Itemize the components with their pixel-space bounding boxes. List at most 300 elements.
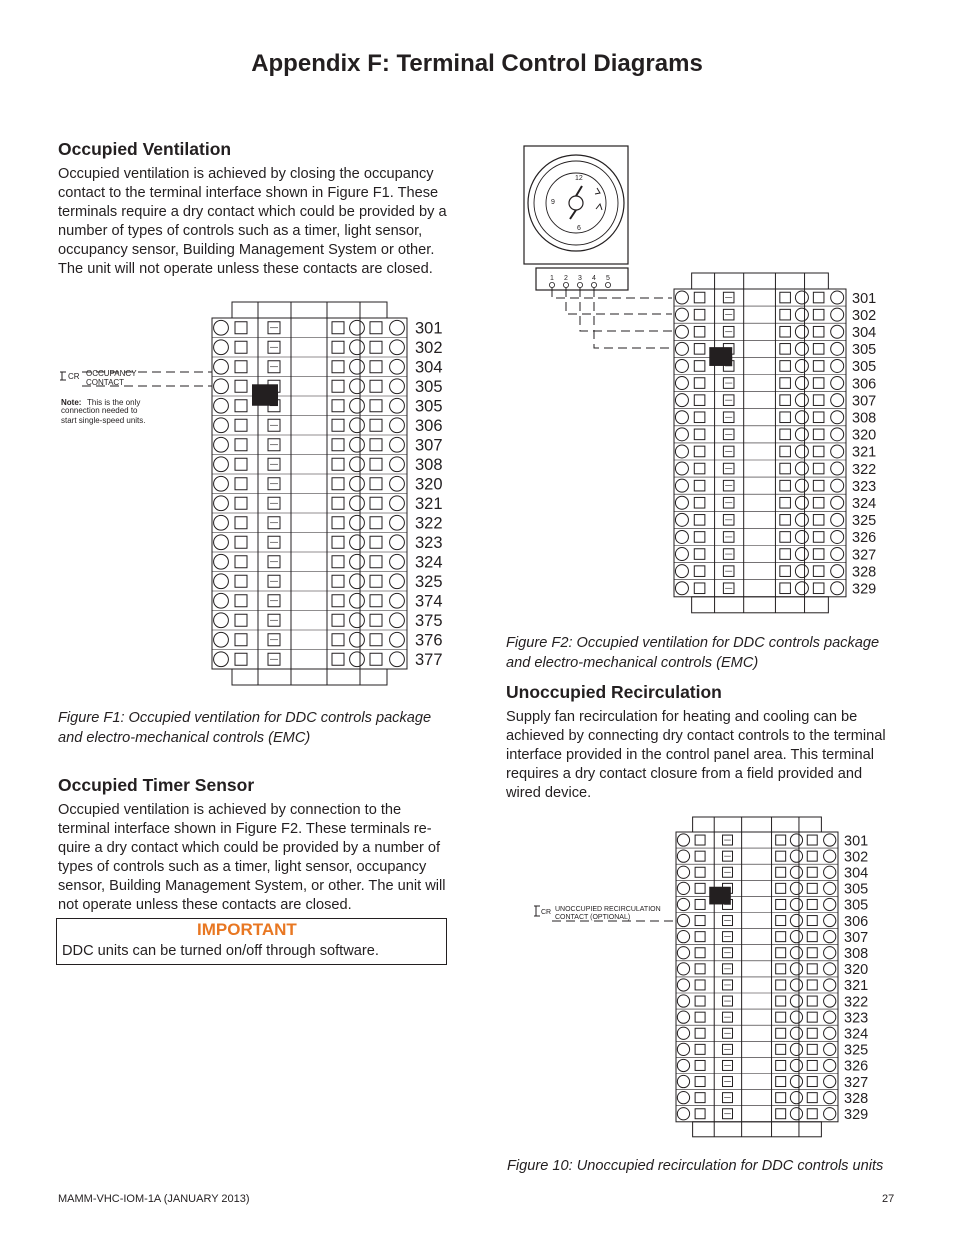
screw-terminal-outer	[824, 931, 836, 943]
timer-wiring	[552, 288, 672, 348]
wire-clamp-right-outer	[370, 341, 382, 353]
screw-terminal-outer	[824, 850, 836, 862]
wire-clamp-right	[776, 932, 786, 942]
timer-terminal-screw	[577, 282, 582, 287]
screw-terminal-left	[677, 979, 689, 991]
terminal-number-label: 325	[415, 573, 443, 592]
screw-terminal-right	[350, 359, 365, 374]
screw-terminal-left	[677, 1092, 689, 1104]
terminal-number-label: 323	[844, 1010, 869, 1027]
timer-terminal-label: 3	[578, 275, 582, 282]
terminal-number-label: 327	[844, 1074, 869, 1091]
screw-terminal-left	[214, 398, 229, 413]
screw-terminal-right	[790, 1092, 802, 1104]
wire-clamp-left	[695, 996, 705, 1006]
screw-terminal-left	[677, 1043, 689, 1055]
screw-terminal-left	[675, 428, 688, 441]
screw-terminal-left	[214, 476, 229, 491]
terminal-number-label: 377	[415, 651, 443, 670]
wire-clamp-left	[235, 419, 247, 431]
screw-terminal-outer	[831, 445, 844, 458]
screw-terminal-right	[350, 554, 365, 569]
timer-terminal-label: 2	[564, 275, 568, 282]
wire-clamp-right	[776, 1028, 786, 1038]
screw-terminal-right	[795, 377, 808, 390]
wire-clamp-right-outer	[370, 634, 382, 646]
screw-terminal-left	[677, 1027, 689, 1039]
terminal-number-label: 325	[844, 1042, 869, 1059]
screw-terminal-right	[795, 530, 808, 543]
diagram1-note-line2: connection needed to	[61, 406, 138, 415]
screw-terminal-left	[214, 593, 229, 608]
wire-clamp-right	[776, 867, 786, 877]
screw-terminal-right	[795, 359, 808, 372]
terminal-row	[676, 864, 868, 881]
wire-clamp-right	[332, 536, 344, 548]
screw-terminal-outer	[390, 476, 405, 491]
screw-terminal-right	[790, 898, 802, 910]
wire-clamp-right	[332, 400, 344, 412]
unoccupied-contact-cr: CR	[541, 909, 552, 916]
wire-clamp-right	[332, 575, 344, 587]
wire-clamp-right	[332, 322, 344, 334]
screw-terminal-right	[795, 428, 808, 441]
screw-terminal-left	[677, 882, 689, 894]
screw-terminal-outer	[824, 963, 836, 975]
screw-terminal-outer	[824, 1043, 836, 1055]
terminal-row	[676, 1106, 868, 1123]
terminal-row	[676, 961, 868, 978]
wire-clamp-left	[235, 634, 247, 646]
screw-terminal-left	[677, 834, 689, 846]
wire-clamp-right-outer	[370, 361, 382, 373]
occupancy-contact-cr: CR	[68, 372, 80, 381]
screw-terminal-right	[790, 866, 802, 878]
wire-clamp-right	[780, 480, 791, 491]
screw-terminal-outer	[390, 496, 405, 511]
terminal-row	[676, 1009, 868, 1026]
wire-clamp-left	[235, 614, 247, 626]
wire-clamp-right	[776, 1012, 786, 1022]
screw-terminal-outer	[831, 394, 844, 407]
wire-clamp-left	[694, 446, 705, 457]
wire-clamp-right-outer	[813, 446, 824, 457]
wire-clamp-left	[694, 566, 705, 577]
screw-terminal-left	[675, 513, 688, 526]
screw-terminal-left	[677, 1011, 689, 1023]
screw-terminal-outer	[390, 320, 405, 335]
screw-terminal-left	[675, 359, 688, 372]
terminal-number-label: 329	[852, 581, 877, 598]
unoccupied-recirculation-paragraph: Supply fan recirculation for heating and cooling can be achieved by connecting dry contact controls to the terminal interface provided in the control panel area. This terminal requires a dry contact closure from a field provided and wired device.	[506, 709, 886, 801]
occupied-timer-sensor-paragraph: Occupied ventilation is achieved by connection to the terminal interface shown in Figure F2. These terminals re-quire a dry contact which could be provided by a number of types of controls such as a timer, light sensor, occupancy sensor, Building Management System, or other. The unit will not operate unless these contacts are closed.	[58, 802, 446, 913]
jumper-bar	[709, 887, 731, 905]
wire-clamp-right-outer	[807, 980, 817, 990]
wire-clamp-left	[235, 458, 247, 470]
terminal-number-label: 375	[415, 612, 443, 631]
terminal-number-label: 325	[852, 513, 877, 530]
wire-clamp-right	[776, 1109, 786, 1119]
screw-terminal-outer	[824, 914, 836, 926]
wire-clamp-right	[776, 948, 786, 958]
screw-terminal-outer	[831, 513, 844, 526]
screw-terminal-left	[677, 1075, 689, 1087]
screw-terminal-right	[350, 632, 365, 647]
screw-terminal-right	[795, 548, 808, 561]
screw-terminal-right	[350, 613, 365, 628]
screw-terminal-right	[790, 931, 802, 943]
screw-terminal-left	[675, 394, 688, 407]
screw-terminal-left	[214, 320, 229, 335]
screw-terminal-right	[350, 398, 365, 413]
screw-terminal-outer	[824, 979, 836, 991]
terminal-number-label: 328	[852, 564, 877, 581]
screw-terminal-left	[214, 515, 229, 530]
screw-terminal-right	[350, 652, 365, 667]
screw-terminal-left	[214, 535, 229, 550]
wire-clamp-right-outer	[807, 1044, 817, 1054]
terminal-diagram-10	[676, 817, 868, 1137]
terminal-number-label: 301	[852, 290, 877, 307]
wire-clamp-right	[780, 446, 791, 457]
wire-clamp-right-outer	[370, 614, 382, 626]
wire-clamp-left	[694, 532, 705, 543]
screw-terminal-left	[675, 548, 688, 561]
wire-clamp-right-outer	[370, 458, 382, 470]
terminal-number-label: 326	[844, 1058, 869, 1075]
screw-terminal-left	[677, 1059, 689, 1071]
page-number: 27	[882, 1193, 895, 1205]
wire-clamp-right	[780, 497, 791, 508]
wire-clamp-left	[235, 575, 247, 587]
wire-clamp-right-outer	[813, 583, 824, 594]
wire-clamp-right-outer	[807, 1060, 817, 1070]
wire-clamp-right	[780, 566, 791, 577]
terminal-number-label: 302	[844, 849, 869, 866]
screw-terminal-left	[214, 437, 229, 452]
terminal-number-label: 305	[415, 378, 443, 397]
screw-terminal-right	[790, 1043, 802, 1055]
occupied-timer-sensor-heading: Occupied Timer Sensor	[58, 775, 255, 795]
screw-terminal-left	[214, 632, 229, 647]
screw-terminal-outer	[390, 593, 405, 608]
screw-terminal-left	[214, 613, 229, 628]
screw-terminal-left	[677, 947, 689, 959]
wire-clamp-left	[694, 378, 705, 389]
wire-clamp-left	[235, 341, 247, 353]
terminal-number-label: 329	[844, 1106, 869, 1123]
wire-clamp-right	[780, 515, 791, 526]
screw-terminal-left	[675, 530, 688, 543]
wire-clamp-right-outer	[370, 653, 382, 665]
wire-clamp-left	[695, 916, 705, 926]
wire-clamp-right	[776, 964, 786, 974]
screw-terminal-right	[795, 445, 808, 458]
screw-terminal-left	[675, 496, 688, 509]
terminal-number-label: 302	[852, 307, 877, 324]
wire-clamp-left	[235, 595, 247, 607]
wire-clamp-left	[235, 556, 247, 568]
screw-terminal-right	[790, 850, 802, 862]
screw-terminal-left	[677, 1108, 689, 1120]
screw-terminal-outer	[390, 652, 405, 667]
wire-clamp-right	[332, 419, 344, 431]
screw-terminal-outer	[390, 574, 405, 589]
terminal-row	[676, 880, 868, 897]
screw-terminal-right	[795, 565, 808, 578]
document-code-footer: MAMM-VHC-IOM-1A (JANUARY 2013)	[58, 1193, 250, 1205]
wire-clamp-right	[780, 378, 791, 389]
figure-f2-caption: Figure F2: Occupied ventilation for DDC controls package and electro-mechanical controls (EMC)	[506, 635, 880, 671]
wire-clamp-left	[695, 1060, 705, 1070]
wire-clamp-right-outer	[813, 463, 824, 474]
wire-clamp-right-outer	[813, 344, 824, 355]
screw-terminal-right	[795, 394, 808, 407]
terminal-row	[676, 896, 868, 913]
wire-clamp-left	[235, 361, 247, 373]
screw-terminal-right	[790, 834, 802, 846]
terminal-row	[676, 977, 868, 994]
terminal-number-label: 306	[852, 376, 877, 393]
screw-terminal-left	[677, 931, 689, 943]
wire-clamp-left	[694, 326, 705, 337]
wire-clamp-right-outer	[807, 996, 817, 1006]
terminal-number-label: 323	[415, 534, 443, 553]
screw-terminal-right	[795, 411, 808, 424]
terminal-number-label: 324	[415, 553, 443, 572]
wire-clamp-right-outer	[807, 1028, 817, 1038]
occupied-ventilation-paragraph: Occupied ventilation is achieved by closing the occupancy contact to the terminal interface shown in Figure F1. These terminals require a dry contact which could be provided by a number of types of controls such as a timer, light sensor, occupancy sensor, Building Management System or other. The unit will not operate unless these contacts are closed.	[58, 166, 447, 277]
wire-clamp-right-outer	[807, 1093, 817, 1103]
screw-terminal-right	[795, 291, 808, 304]
wire-clamp-right-outer	[813, 515, 824, 526]
wire-clamp-left	[694, 361, 705, 372]
wire-clamp-right-outer	[807, 932, 817, 942]
wire-clamp-right	[780, 463, 791, 474]
wire-clamp-left	[235, 400, 247, 412]
screw-terminal-outer	[831, 496, 844, 509]
screw-terminal-outer	[824, 1092, 836, 1104]
screw-terminal-left	[675, 565, 688, 578]
terminal-number-label: 321	[844, 978, 869, 995]
timer-terminal-screw	[591, 282, 596, 287]
wire-clamp-right-outer	[807, 1077, 817, 1087]
screw-terminal-outer	[824, 882, 836, 894]
wire-clamp-right	[776, 916, 786, 926]
wire-clamp-left	[695, 1012, 705, 1022]
screw-terminal-right	[790, 947, 802, 959]
screw-terminal-left	[677, 898, 689, 910]
screw-terminal-right	[795, 462, 808, 475]
wire-clamp-right-outer	[813, 429, 824, 440]
terminal-number-label: 305	[844, 897, 869, 914]
terminal-number-label: 307	[844, 929, 869, 946]
terminal-number-label: 308	[415, 456, 443, 475]
occupied-ventilation-heading: Occupied Ventilation	[58, 139, 232, 159]
wire-clamp-right-outer	[813, 292, 824, 303]
wire-clamp-right-outer	[807, 835, 817, 845]
wire-clamp-left	[235, 517, 247, 529]
screw-terminal-left	[214, 574, 229, 589]
terminal-number-label: 307	[852, 393, 877, 410]
terminal-row	[676, 945, 868, 962]
wire-clamp-right-outer	[807, 1012, 817, 1022]
terminal-diagram-f1	[212, 302, 443, 685]
screw-terminal-outer	[390, 457, 405, 472]
wire-clamp-right-outer	[813, 361, 824, 372]
page-title: Appendix F: Terminal Control Diagrams	[251, 50, 703, 77]
screw-terminal-outer	[831, 479, 844, 492]
terminal-number-label: 326	[852, 530, 877, 547]
screw-terminal-outer	[831, 308, 844, 321]
wire-clamp-left	[694, 429, 705, 440]
wire-clamp-right	[780, 344, 791, 355]
wire-clamp-left	[695, 883, 705, 893]
screw-terminal-outer	[824, 1027, 836, 1039]
figure-10-caption: Figure 10: Unoccupied recirculation for DDC controls units	[507, 1158, 884, 1174]
wire-clamp-left	[694, 515, 705, 526]
wire-clamp-right-outer	[813, 480, 824, 491]
clock-label-9: 9	[551, 199, 555, 206]
wire-clamp-left	[235, 322, 247, 334]
terminal-number-label: 304	[844, 865, 869, 882]
screw-terminal-right	[350, 418, 365, 433]
terminal-number-label: 322	[844, 994, 869, 1011]
wire-clamp-right	[332, 595, 344, 607]
timer-clock-device	[524, 146, 628, 290]
terminal-number-label: 304	[415, 358, 443, 377]
wire-clamp-right	[780, 549, 791, 560]
screw-terminal-right	[350, 515, 365, 530]
screw-terminal-left	[675, 462, 688, 475]
wire-clamp-right-outer	[807, 867, 817, 877]
screw-terminal-right	[790, 882, 802, 894]
screw-terminal-right	[350, 437, 365, 452]
jumper-bar	[709, 347, 732, 366]
wire-clamp-left	[694, 549, 705, 560]
wire-clamp-right	[776, 996, 786, 1006]
screw-terminal-outer	[831, 411, 844, 424]
screw-terminal-outer	[824, 1108, 836, 1120]
screw-terminal-left	[677, 963, 689, 975]
wire-clamp-left	[235, 536, 247, 548]
wire-clamp-left	[235, 439, 247, 451]
terminal-number-label: 320	[852, 427, 877, 444]
screw-terminal-outer	[831, 428, 844, 441]
screw-terminal-left	[675, 411, 688, 424]
screw-terminal-outer	[831, 325, 844, 338]
screw-terminal-outer	[824, 1075, 836, 1087]
screw-terminal-left	[677, 914, 689, 926]
screw-terminal-right	[350, 593, 365, 608]
wire-clamp-right	[780, 412, 791, 423]
screw-terminal-outer	[824, 898, 836, 910]
unoccupied-contact-line1: UNOCCUPIED RECIRCULATION	[555, 906, 661, 913]
wire-clamp-right-outer	[370, 439, 382, 451]
screw-terminal-right	[350, 457, 365, 472]
wire-clamp-left	[235, 497, 247, 509]
screw-terminal-left	[675, 291, 688, 304]
wire-clamp-right	[332, 653, 344, 665]
screw-terminal-right	[795, 325, 808, 338]
screw-terminal-left	[675, 325, 688, 338]
wire-clamp-left	[695, 1093, 705, 1103]
wire-clamp-left	[695, 835, 705, 845]
timer-terminal-screw	[563, 282, 568, 287]
terminal-number-label: 308	[852, 410, 877, 427]
screw-terminal-left	[214, 457, 229, 472]
terminal-number-label: 320	[844, 962, 869, 979]
terminal-number-label: 305	[415, 397, 443, 416]
terminal-number-label: 305	[844, 881, 869, 898]
wire-clamp-left	[695, 932, 705, 942]
terminal-row	[676, 1041, 868, 1058]
terminal-number-label: 320	[415, 475, 443, 494]
screw-terminal-left	[675, 377, 688, 390]
screw-terminal-outer	[390, 613, 405, 628]
screw-terminal-left	[214, 359, 229, 374]
terminal-number-label: 301	[415, 319, 443, 338]
terminal-row	[676, 913, 868, 930]
terminal-number-label: 327	[852, 547, 877, 564]
wire-clamp-right-outer	[813, 378, 824, 389]
diagram1-note-label: Note:	[61, 398, 82, 407]
screw-terminal-right	[790, 1108, 802, 1120]
wire-clamp-right-outer	[370, 478, 382, 490]
wire-clamp-left	[694, 480, 705, 491]
wire-clamp-right-outer	[370, 419, 382, 431]
screw-terminal-outer	[390, 340, 405, 355]
wire-clamp-left	[695, 1028, 705, 1038]
screw-terminal-left	[214, 379, 229, 394]
screw-terminal-outer	[831, 548, 844, 561]
wire-clamp-right-outer	[370, 556, 382, 568]
screw-terminal-right	[790, 1011, 802, 1023]
terminal-row	[677, 833, 868, 849]
wire-clamp-right-outer	[813, 549, 824, 560]
screw-terminal-outer	[831, 377, 844, 390]
wire-clamp-right	[332, 614, 344, 626]
terminal-number-label: 376	[415, 631, 443, 650]
terminal-number-label: 322	[852, 461, 877, 478]
wire-clamp-right	[780, 429, 791, 440]
terminal-row	[676, 848, 868, 865]
terminal-number-label: 308	[844, 945, 869, 962]
wire-clamp-right-outer	[370, 497, 382, 509]
screw-terminal-left	[214, 652, 229, 667]
wire-clamp-right	[332, 634, 344, 646]
wire-clamp-right-outer	[813, 412, 824, 423]
wire-clamp-right	[776, 980, 786, 990]
screw-terminal-left	[214, 554, 229, 569]
wire-clamp-left	[695, 899, 705, 909]
screw-terminal-outer	[831, 462, 844, 475]
screw-terminal-right	[795, 496, 808, 509]
timer-terminal-screw	[549, 282, 554, 287]
screw-terminal-outer	[831, 342, 844, 355]
terminal-number-label: 302	[415, 339, 443, 358]
timer-terminal-label: 5	[606, 275, 610, 282]
timer-terminal-label: 4	[592, 275, 596, 282]
wire-clamp-right-outer	[813, 532, 824, 543]
screw-terminal-right	[790, 995, 802, 1007]
screw-terminal-outer	[390, 632, 405, 647]
terminal-number-label: 322	[415, 514, 443, 533]
terminal-number-label: 307	[415, 436, 443, 455]
wire-clamp-right-outer	[813, 326, 824, 337]
wire-clamp-right	[780, 326, 791, 337]
wire-clamp-right	[780, 583, 791, 594]
